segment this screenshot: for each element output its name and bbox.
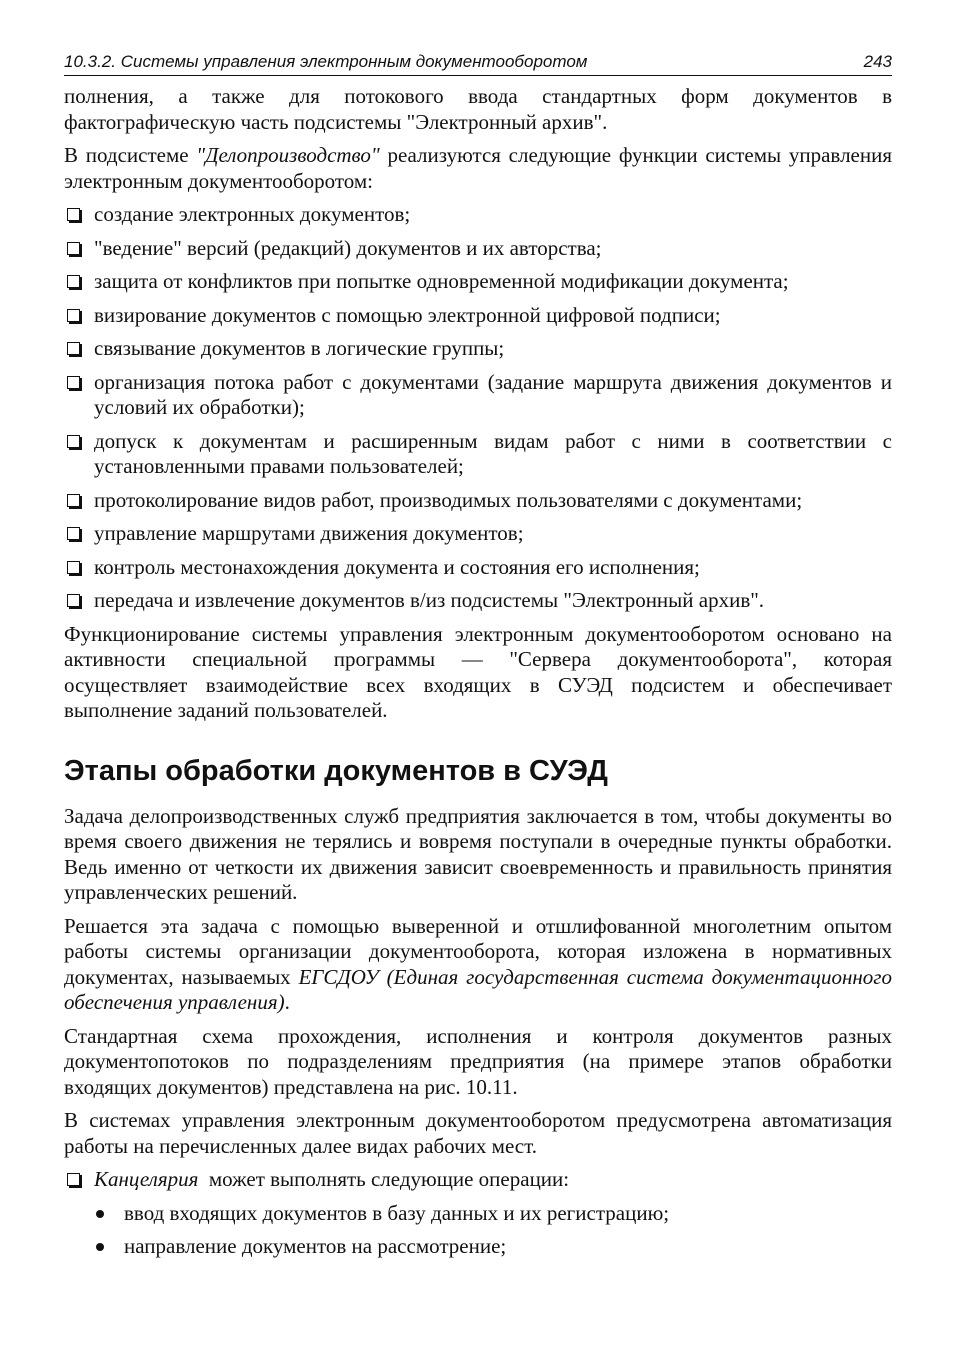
checkbox-bullet-icon xyxy=(67,561,80,574)
list-item-text: может выполнять следующие операции: xyxy=(198,1167,570,1191)
page xyxy=(64,52,892,1268)
bullet-dot-icon xyxy=(96,1210,104,1218)
checkbox-bullet-icon xyxy=(67,376,80,389)
list-item-text: связывание документов в логические группы; xyxy=(94,336,505,360)
list-item xyxy=(64,336,892,362)
list-item xyxy=(64,202,892,228)
list-item-text: передача и извлечение документов в/из подсистемы "Электронный архив". xyxy=(94,588,765,612)
list-item xyxy=(64,588,892,614)
page-number: 243 xyxy=(863,52,892,71)
italic-term: "Делопроизводство" xyxy=(196,143,380,167)
checkbox-bullet-icon xyxy=(67,594,80,607)
list-item-text: управление маршрутами движения документов; xyxy=(94,521,524,545)
section-heading: Этапы обработки документов в СУЭД xyxy=(64,754,608,787)
text-run: . xyxy=(284,990,290,1014)
list-item xyxy=(64,303,892,329)
list-item-text: визирование документов с помощью электронной цифровой подписи; xyxy=(94,302,721,327)
running-header xyxy=(64,52,892,76)
list-item-text: допуск к документам и расширенным видам работ с ними в соответствии с установленными правами пользователей; xyxy=(94,428,892,478)
list-item-text: направление документов на рассмотрение; xyxy=(124,1234,507,1258)
text-run: Решается эта задача с помощью выверенной и отшлифованной многолетним опытом работы системы организации документооборота, которая изложена в нормативных документах, называемых xyxy=(64,913,892,989)
list-item xyxy=(64,236,892,262)
list-item xyxy=(94,1201,892,1227)
list-item-text: создание электронных документов; xyxy=(94,202,411,226)
list-item xyxy=(64,555,892,581)
list-item-text: организация потока работ с документами (задание маршрута движения документов и условий их обработки); xyxy=(94,369,892,419)
list-item-text: защита от конфликтов при попытке одновременной модификации документа; xyxy=(94,269,789,293)
list-item-text: "ведение" версий (редакций) документов и их авторства; xyxy=(94,235,602,260)
list-item-text: контроль местонахождения документа и состояния его исполнения; xyxy=(94,554,700,579)
list-item xyxy=(64,1167,892,1260)
paragraph: Стандартная схема прохождения, исполнения и контроля документов разных документопотоков по подразделениям предприятия (на примере этапов обработки входящих документов) представлена на рис. 10.11. xyxy=(64,1023,892,1099)
italic-term: Канцелярия xyxy=(94,1167,199,1191)
office-operations-list xyxy=(64,1201,892,1260)
bullet-dot-icon xyxy=(96,1243,104,1251)
list-item xyxy=(64,429,892,480)
checkbox-bullet-icon xyxy=(67,527,80,540)
checkbox-bullet-icon xyxy=(67,242,80,255)
workplaces-list xyxy=(64,1167,892,1260)
list-item xyxy=(94,1234,892,1260)
paragraph: полнения, а также для потокового ввода стандартных форм документов в фактографическую часть подсистемы "Электронный архив". xyxy=(64,84,892,134)
list-item xyxy=(64,488,892,514)
paragraph xyxy=(64,143,892,194)
body xyxy=(64,84,892,1260)
paragraph: В системах управления электронным документооборотом предусмотрена автоматизация работы на перечисленных далее видах рабочих мест. xyxy=(64,1108,892,1158)
functions-list xyxy=(64,202,892,614)
list-item xyxy=(64,370,892,421)
list-item-text: ввод входящих документов в базу данных и их регистрацию; xyxy=(124,1200,670,1225)
paragraph: Функционирование системы управления электронным документооборотом основано на активности специальной программы — "Сервера документооборота", которая осуществляет взаимодействие всех входящих в СУЭД подсистем и обеспечивает выполнение заданий пользователей. xyxy=(64,621,892,722)
section-title: 10.3.2. Системы управления электронным документооборотом xyxy=(64,52,588,71)
checkbox-bullet-icon xyxy=(67,1173,80,1186)
list-item xyxy=(64,521,892,547)
checkbox-bullet-icon xyxy=(67,275,80,288)
checkbox-bullet-icon xyxy=(67,208,80,221)
checkbox-bullet-icon xyxy=(67,494,80,507)
italic-term: ЕГСДОУ (Единая государственная система документационного обеспечения управления) xyxy=(64,964,892,1014)
checkbox-bullet-icon xyxy=(67,342,80,355)
paragraph xyxy=(64,914,892,1016)
paragraph: Задача делопроизводственных служб предприятия заключается в том, чтобы документы во время своего движения не терялись и вовремя поступали в очередные пункты обработки. Ведь именно от четкости их движения зависит своевременность и правильность принятия управленческих решений. xyxy=(64,803,892,904)
list-item xyxy=(64,269,892,295)
checkbox-bullet-icon xyxy=(67,309,80,322)
text-run: реализуются следующие функции системы управления электронным документооборотом: xyxy=(64,143,893,193)
list-item-text: протоколирование видов работ, производимых пользователями с документами; xyxy=(94,487,803,512)
text-run: В подсистеме xyxy=(64,143,197,167)
checkbox-bullet-icon xyxy=(67,435,80,448)
